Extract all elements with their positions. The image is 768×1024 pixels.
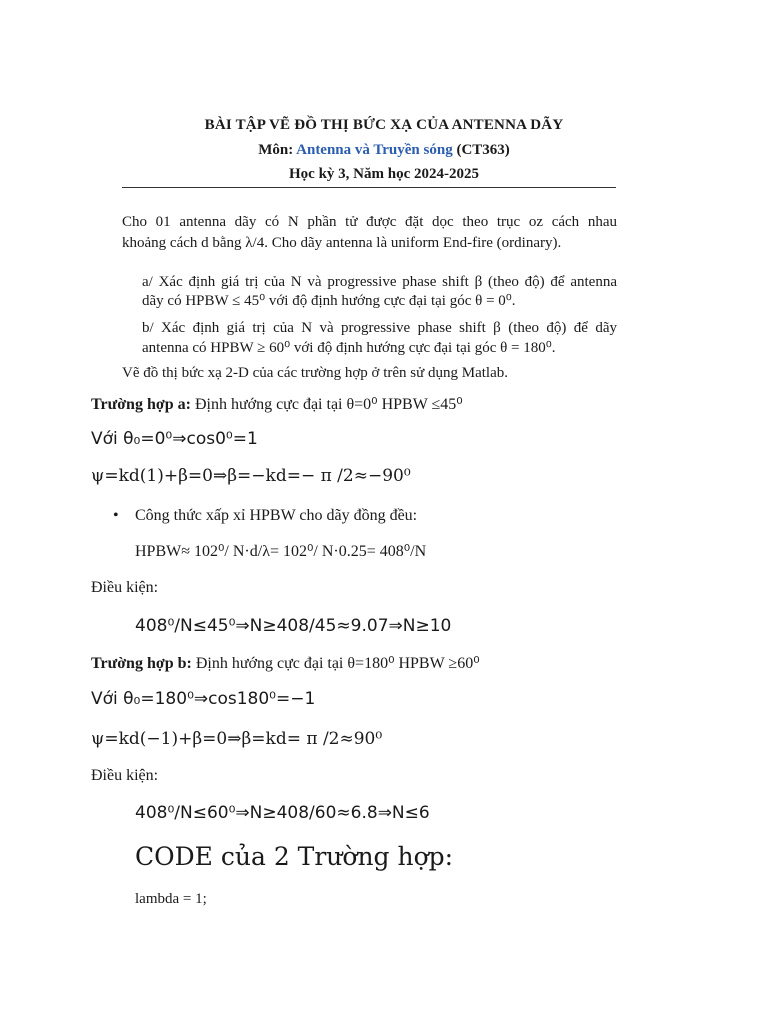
case-a-psi: ψ=kd(1)+β=0⇒β=−kd=− π /2≈−90⁰	[91, 466, 411, 486]
draw-instruction: Vẽ đồ thị bức xạ 2-D của các trường hợp ở trên sử dụng Matlab.	[122, 365, 509, 381]
code-line: lambda = 1;	[135, 891, 207, 907]
case-b-desc: Định hướng cực đại tại θ=180⁰ HPBW ≥60⁰	[195, 655, 480, 672]
case-a-condition-label: Điều kiện:	[91, 579, 159, 596]
case-a-desc: Định hướng cực đại tại θ=0⁰ HPBW ≤45⁰	[194, 396, 463, 413]
subject-label: Môn:	[258, 142, 294, 158]
case-b-condition-label: Điều kiện:	[91, 767, 159, 784]
case-b-psi: ψ=kd(−1)+β=0⇒β=kd= π /2≈90⁰	[91, 729, 383, 749]
problem-intro-line1: Cho 01 antenna dãy có N phần tử được đặt dọc theo trục oz cách nhau	[122, 214, 617, 230]
part-b-line2: antenna có HPBW ≥ 60⁰ với độ định hướng cực đại tại góc θ = 180⁰.	[142, 340, 556, 356]
part-a-line2: dãy có HPBW ≤ 45⁰ với độ định hướng cực đại tại góc θ = 0⁰.	[142, 293, 516, 309]
subject-line	[0, 142, 768, 159]
case-b-label: Trường hợp b:	[91, 655, 192, 672]
term-line: Học kỳ 3, Năm học 2024-2025	[289, 166, 479, 182]
subject-name: Antenna và Truyền sóng	[296, 142, 453, 158]
case-a-with: Với θ₀=0⁰⇒cos0⁰=1	[91, 429, 258, 449]
hpbw-formula-label: Công thức xấp xỉ HPBW cho dãy đồng đều:	[135, 507, 418, 524]
case-a-label: Trường hợp a:	[91, 396, 191, 413]
case-a-heading	[91, 394, 463, 414]
part-b-line1: b/ Xác định giá trị của N và progressive phase shift β (theo độ) để dãy	[142, 320, 617, 336]
case-b-inequality: 408⁰/N≤60⁰⇒N≥408/60≈6.8⇒N≤6	[135, 803, 430, 823]
code-section-title: CODE của 2 Trường hợp:	[135, 842, 454, 871]
problem-intro-line2: khoảng cách d bằng λ/4. Cho dãy antenna là uniform End-fire (ordinary).	[122, 235, 562, 251]
case-b-with: Với θ₀=180⁰⇒cos180⁰=−1	[91, 689, 316, 709]
case-a-inequality: 408⁰/N≤45⁰⇒N≥408/45≈9.07⇒N≥10	[135, 616, 452, 636]
bullet-icon: •	[113, 507, 119, 524]
document-title: BÀI TẬP VẼ ĐỒ THỊ BỨC XẠ CỦA ANTENNA DÃY	[204, 117, 564, 133]
header-divider	[122, 187, 616, 188]
part-a-line1: a/ Xác định giá trị của N và progressive phase shift β (theo độ) để antenna	[142, 274, 617, 290]
case-b-heading	[91, 653, 480, 673]
subject-code: (CT363)	[456, 142, 510, 158]
hpbw-formula: HPBW≈ 102⁰/ N·d/λ= 102⁰/ N·0.25= 408⁰/N	[135, 543, 427, 560]
